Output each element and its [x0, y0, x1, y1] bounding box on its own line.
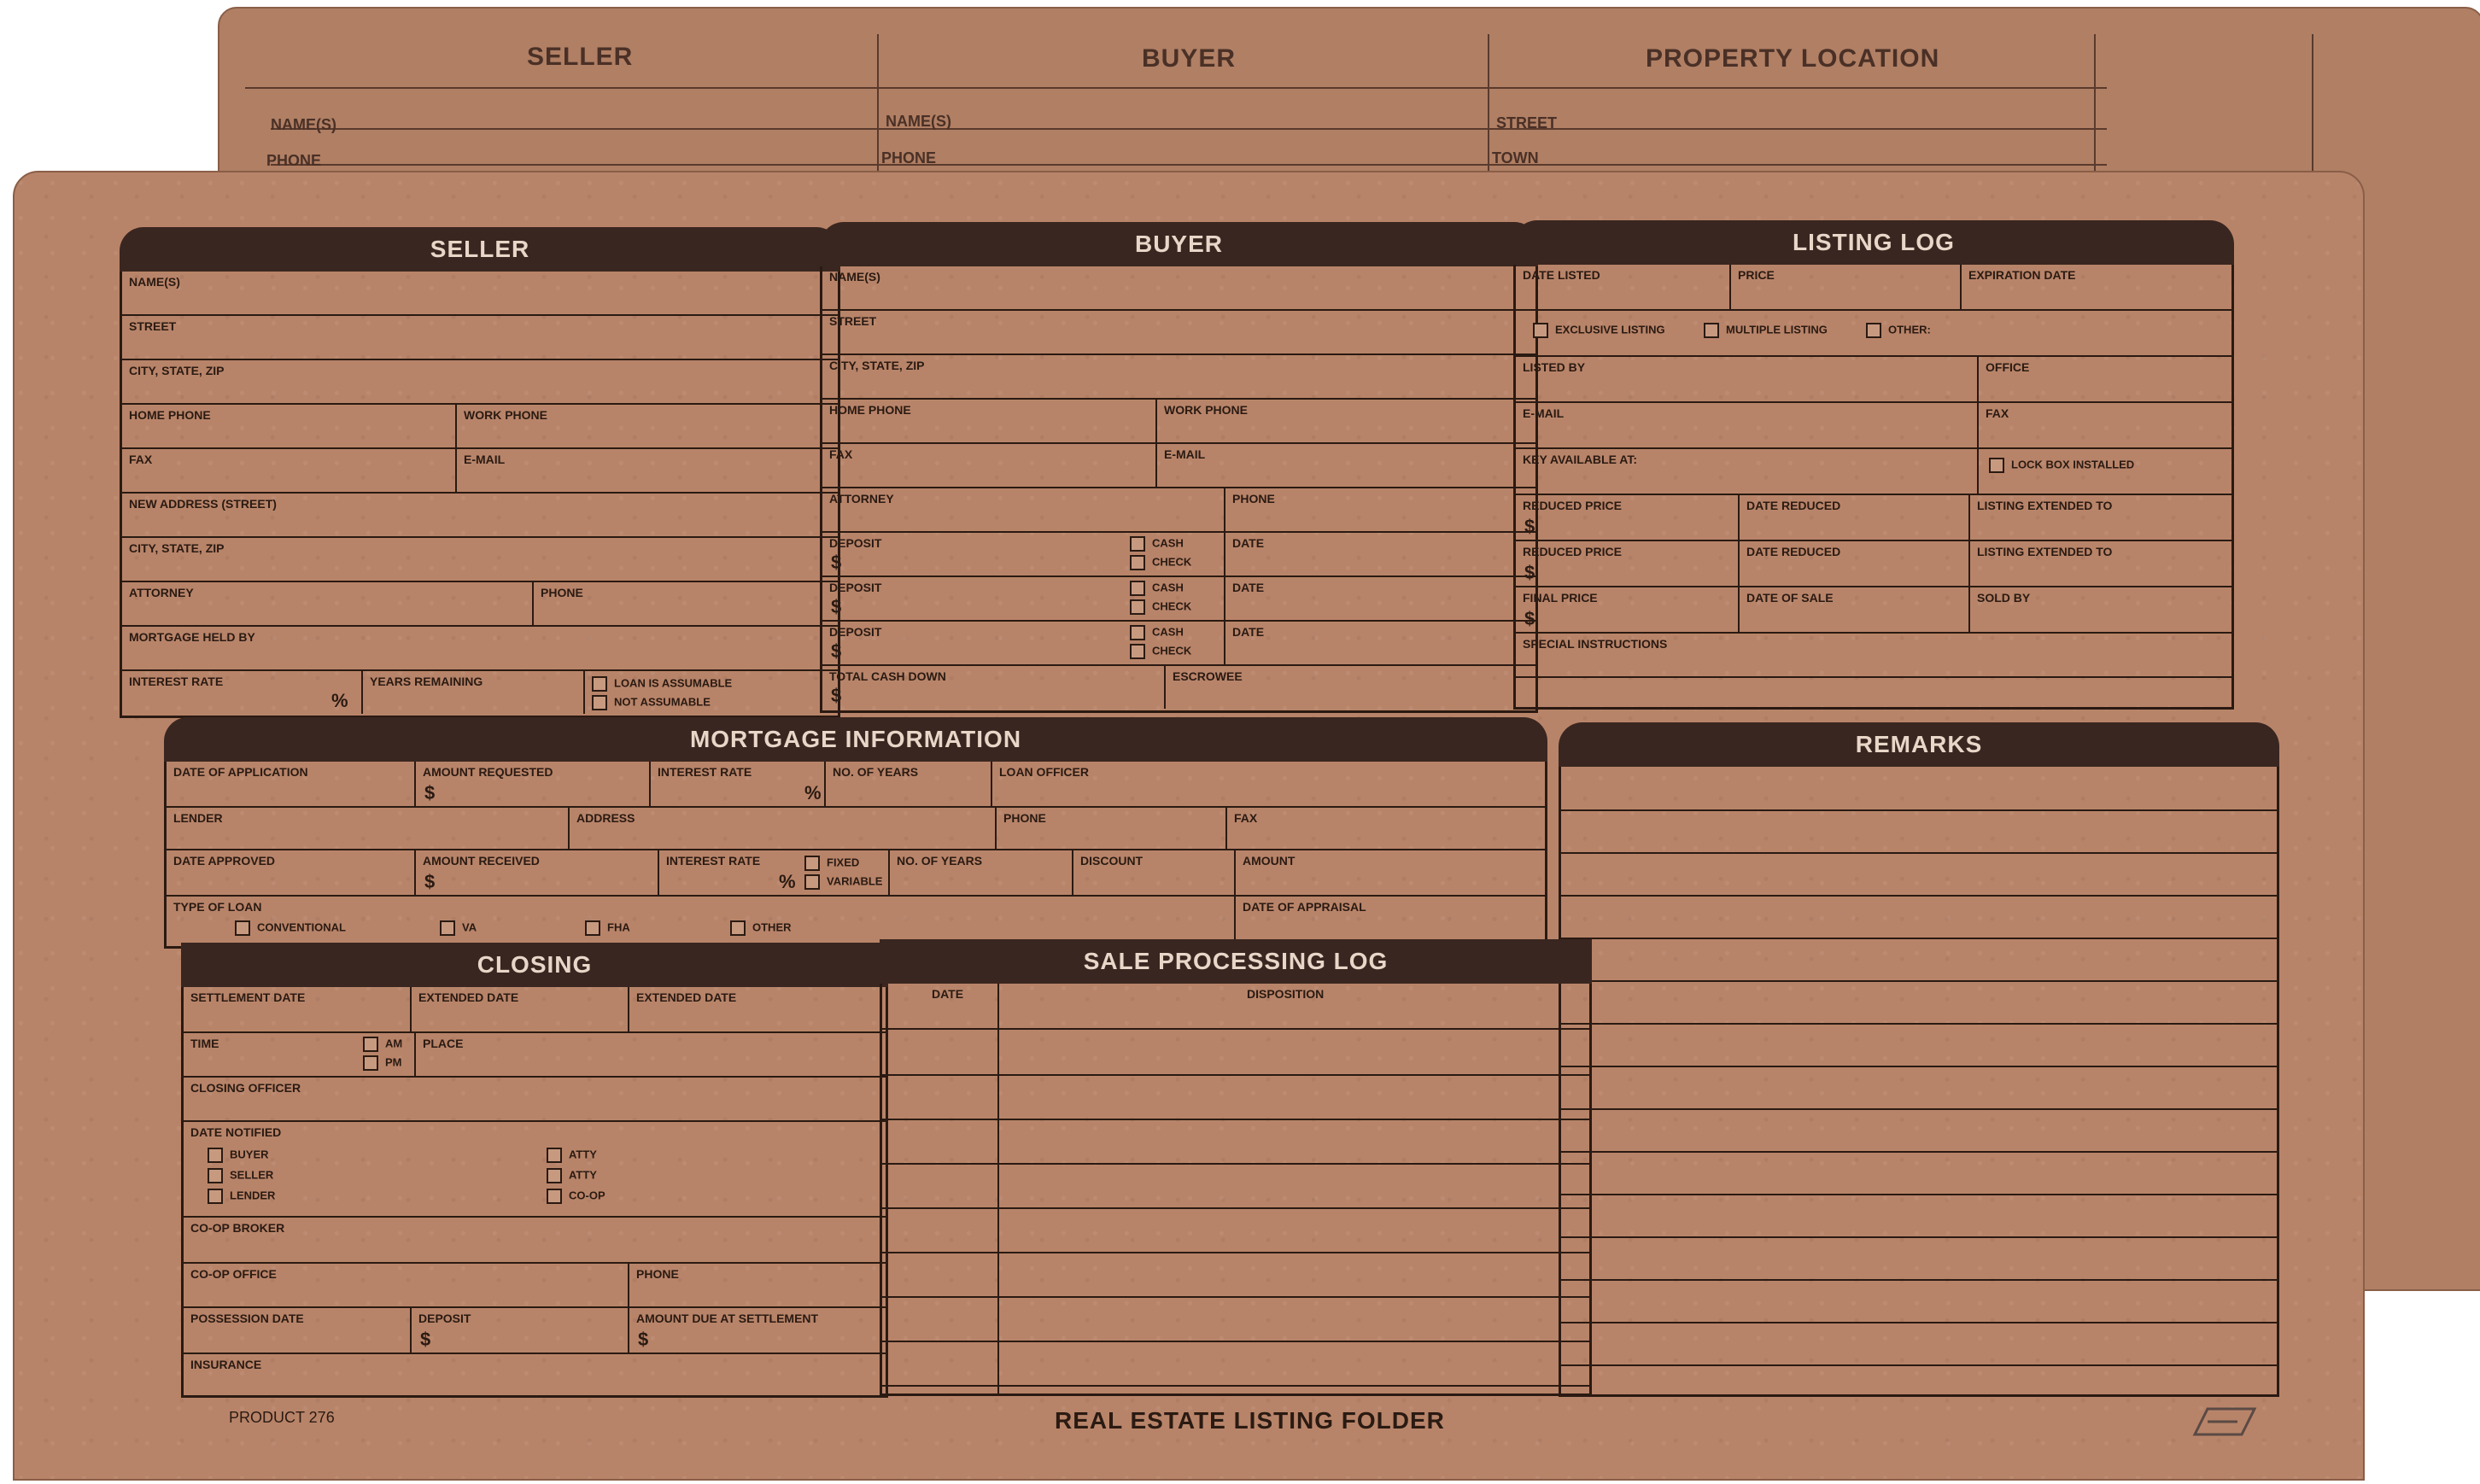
listing-extended1-label: LISTING EXTENDED TO: [1977, 499, 2113, 512]
seller-attorney-label: ATTORNEY: [129, 586, 194, 599]
date-of-sale-label: DATE OF SALE: [1746, 591, 1834, 605]
deposit2-cash-checkbox[interactable]: CASH: [1130, 581, 1184, 596]
sale-log-disposition-header: DISPOSITION: [1247, 987, 1325, 1001]
approved-interest-label: INTEREST RATE: [666, 854, 761, 868]
remarks-title: REMARKS: [1559, 722, 2279, 767]
remarks-line[interactable]: [1561, 1108, 2277, 1110]
back-label-buyer-phone: PHONE: [881, 149, 937, 167]
amount-label: AMOUNT: [1243, 854, 1296, 868]
seller-email-label: E-MAIL: [464, 453, 506, 466]
am-checkbox[interactable]: AM: [363, 1037, 402, 1052]
remarks-line[interactable]: [1561, 980, 2277, 982]
deposit1-check-checkbox[interactable]: CHECK: [1130, 555, 1191, 570]
amount-due-label: AMOUNT DUE AT SETTLEMENT: [636, 1312, 819, 1325]
buyer-deposit2-dollar: $: [831, 596, 842, 617]
remarks-line[interactable]: [1561, 1322, 2277, 1323]
buyer-deposit2-date-label: DATE: [1232, 581, 1265, 594]
back-heading-seller: SELLER: [527, 43, 634, 71]
remarks-line[interactable]: [1561, 1151, 2277, 1153]
date-of-application-label: DATE OF APPLICATION: [173, 765, 308, 779]
remarks-line[interactable]: [1561, 938, 2277, 939]
sale-log-line[interactable]: [882, 1252, 1589, 1253]
date-reduced2-label: DATE REDUCED: [1746, 545, 1841, 558]
remarks-line[interactable]: [1561, 1066, 2277, 1067]
price-label: PRICE: [1738, 268, 1775, 282]
mortgage-interest-pct: %: [804, 782, 822, 803]
no-of-years-label: NO. OF YEARS: [833, 765, 919, 779]
buyer-panel: [820, 231, 1538, 713]
loan-assumable-checkbox[interactable]: LOAN IS ASSUMABLE: [592, 676, 732, 692]
sale-log-line[interactable]: [882, 1163, 1589, 1165]
back-label-town: TOWN: [1492, 149, 1539, 167]
reduced-price2-dollar: $: [1524, 562, 1535, 583]
buyer-email-label: E-MAIL: [1164, 447, 1206, 461]
seller-new-city-label: CITY, STATE, ZIP: [129, 541, 225, 555]
buyer-deposit3-dollar: $: [831, 640, 842, 662]
approved-interest-pct: %: [779, 871, 796, 892]
seller-fax-label: FAX: [129, 453, 153, 466]
reduced-price2-label: REDUCED PRICE: [1523, 545, 1622, 558]
mortgage-fax-label: FAX: [1234, 811, 1258, 825]
final-price-label: FINAL PRICE: [1523, 591, 1598, 605]
sale-log-title: SALE PROCESSING LOG: [880, 939, 1592, 984]
buyer-deposit1-date-label: DATE: [1232, 536, 1265, 550]
remarks-line[interactable]: [1561, 1279, 2277, 1281]
listing-fax-label: FAX: [1986, 406, 2009, 420]
coop-broker-label: CO-OP BROKER: [190, 1221, 285, 1235]
insurance-label: INSURANCE: [190, 1358, 262, 1371]
back-label-street: STREET: [1496, 114, 1558, 131]
reduced-price1-label: REDUCED PRICE: [1523, 499, 1622, 512]
back-label-buyer-name: NAME(S): [886, 113, 951, 130]
amount-received-label: AMOUNT RECEIVED: [423, 854, 540, 868]
final-price-dollar: $: [1524, 608, 1535, 629]
buyer-title: BUYER: [820, 222, 1538, 266]
not-assumable-checkbox[interactable]: NOT ASSUMABLE: [592, 695, 711, 710]
buyer-name-label: NAME(S): [829, 270, 880, 283]
buyer-deposit3-date-label: DATE: [1232, 625, 1265, 639]
seller-city-label: CITY, STATE, ZIP: [129, 364, 225, 377]
seller-new-address-label: NEW ADDRESS (STREET): [129, 497, 277, 511]
remarks-line[interactable]: [1561, 809, 2277, 811]
seller-mortgage-label: MORTGAGE HELD BY: [129, 630, 255, 644]
amount-received-dollar: $: [424, 871, 436, 892]
notified-atty1-checkbox[interactable]: ATTY: [547, 1148, 597, 1163]
reduced-price1-dollar: $: [1524, 516, 1535, 537]
product-number: PRODUCT 276: [229, 1409, 335, 1426]
other-loan-checkbox[interactable]: OTHER: [730, 920, 792, 936]
deposit3-check-checkbox[interactable]: CHECK: [1130, 644, 1191, 659]
sale-log-date-header: DATE: [932, 987, 964, 1001]
office-label: OFFICE: [1986, 360, 2030, 374]
time-label: TIME: [190, 1037, 219, 1050]
seller-interest-rate-label: INTEREST RATE: [129, 675, 224, 688]
closing-phone-label: PHONE: [636, 1267, 679, 1281]
sale-log-panel: [880, 948, 1592, 1396]
sale-log-lines[interactable]: [882, 1030, 1589, 1393]
seller-title: SELLER: [120, 227, 840, 272]
buyer-total-dollar: $: [831, 685, 842, 706]
closing-deposit-dollar: $: [420, 1329, 431, 1350]
conventional-checkbox[interactable]: CONVENTIONAL: [235, 920, 346, 936]
buyer-escrowee-label: ESCROWEE: [1173, 669, 1243, 683]
buyer-total-cash-label: TOTAL CASH DOWN: [829, 669, 946, 683]
fha-checkbox[interactable]: FHA: [585, 920, 630, 936]
deposit1-cash-checkbox[interactable]: CASH: [1130, 536, 1184, 552]
seller-phone-label: PHONE: [541, 586, 583, 599]
extended-date1-label: EXTENDED DATE: [418, 990, 519, 1004]
seller-street-label: STREET: [129, 319, 177, 333]
sale-log-line[interactable]: [882, 1074, 1589, 1076]
folder-title: REAL ESTATE LISTING FOLDER: [1055, 1407, 1445, 1434]
listing-log-title: LISTING LOG: [1513, 220, 2234, 265]
settlement-date-label: SETTLEMENT DATE: [190, 990, 306, 1004]
notified-coop-checkbox[interactable]: CO-OP: [547, 1189, 605, 1204]
seller-pct: %: [331, 690, 348, 711]
deposit3-cash-checkbox[interactable]: CASH: [1130, 625, 1184, 640]
back-label-seller-phone: PHONE: [266, 152, 322, 169]
back-heading-buyer: BUYER: [1142, 44, 1237, 73]
remarks-line[interactable]: [1561, 1023, 2277, 1025]
remarks-panel: [1559, 731, 2279, 1397]
listing-extended2-label: LISTING EXTENDED TO: [1977, 545, 2113, 558]
seller-name-label: NAME(S): [129, 275, 180, 289]
notified-buyer-checkbox[interactable]: BUYER: [208, 1148, 269, 1163]
buyer-city-label: CITY, STATE, ZIP: [829, 359, 925, 372]
amount-requested-dollar: $: [424, 782, 436, 803]
seller-years-label: YEARS REMAINING: [370, 675, 483, 688]
va-checkbox[interactable]: VA: [440, 920, 477, 936]
deposit2-check-checkbox[interactable]: CHECK: [1130, 599, 1191, 615]
closing-title: CLOSING: [181, 943, 888, 987]
mortgage-title: MORTGAGE INFORMATION: [164, 717, 1547, 762]
remarks-line[interactable]: [1561, 1364, 2277, 1366]
listing-log-panel: [1513, 229, 2234, 710]
buyer-home-phone-label: HOME PHONE: [829, 403, 911, 417]
remarks-line[interactable]: [1561, 895, 2277, 897]
amount-due-dollar: $: [638, 1329, 649, 1350]
notified-atty2-checkbox[interactable]: ATTY: [547, 1168, 597, 1183]
buyer-deposit1-label: DEPOSIT: [829, 536, 882, 550]
address-label: ADDRESS: [576, 811, 635, 825]
back-heading-property: PROPERTY LOCATION: [1646, 44, 1940, 73]
remarks-line[interactable]: [1561, 1236, 2277, 1238]
sale-log-line[interactable]: [882, 1341, 1589, 1342]
fixed-checkbox[interactable]: FIXED: [804, 856, 859, 871]
remarks-line[interactable]: [1561, 1194, 2277, 1195]
sale-log-line[interactable]: [882, 1207, 1589, 1209]
remarks-lines[interactable]: [1561, 767, 2277, 1394]
closing-panel: [181, 951, 888, 1398]
closing-officer-label: CLOSING OFFICER: [190, 1081, 301, 1095]
expiration-date-label: EXPIRATION DATE: [1968, 268, 2076, 282]
notified-lender-checkbox[interactable]: LENDER: [208, 1189, 275, 1204]
sold-by-label: SOLD BY: [1977, 591, 2031, 605]
lender-label: LENDER: [173, 811, 223, 825]
closing-deposit-label: DEPOSIT: [418, 1312, 471, 1325]
buyer-deposit1-dollar: $: [831, 552, 842, 573]
remarks-line[interactable]: [1561, 852, 2277, 854]
exclusive-listing-checkbox[interactable]: EXCLUSIVE LISTING: [1533, 323, 1665, 338]
date-reduced1-label: DATE REDUCED: [1746, 499, 1841, 512]
date-notified-label: DATE NOTIFIED: [190, 1125, 282, 1139]
coop-office-label: CO-OP OFFICE: [190, 1267, 277, 1281]
multiple-listing-checkbox[interactable]: MULTIPLE LISTING: [1704, 323, 1828, 338]
sale-log-line[interactable]: [882, 1119, 1589, 1120]
listing-email-label: E-MAIL: [1523, 406, 1565, 420]
seller-panel: [120, 236, 840, 718]
type-of-loan-label: TYPE OF LOAN: [173, 900, 262, 914]
other-listing-checkbox[interactable]: OTHER:: [1866, 323, 1931, 338]
pm-checkbox[interactable]: PM: [363, 1055, 402, 1071]
date-of-appraisal-label: DATE OF APPRAISAL: [1243, 900, 1366, 914]
date-approved-label: DATE APPROVED: [173, 854, 276, 868]
buyer-deposit2-label: DEPOSIT: [829, 581, 882, 594]
seller-work-phone-label: WORK PHONE: [464, 408, 547, 422]
back-label-seller-name: NAME(S): [271, 116, 336, 133]
sale-log-line[interactable]: [882, 1385, 1589, 1387]
buyer-street-label: STREET: [829, 314, 877, 328]
mortgage-phone-label: PHONE: [1003, 811, 1046, 825]
brand-logo-icon: [2190, 1400, 2259, 1443]
loan-officer-label: LOAN OFFICER: [999, 765, 1089, 779]
extended-date2-label: EXTENDED DATE: [636, 990, 737, 1004]
listed-by-label: LISTED BY: [1523, 360, 1586, 374]
possession-date-label: POSSESSION DATE: [190, 1312, 304, 1325]
date-listed-label: DATE LISTED: [1523, 268, 1600, 282]
approved-years-label: NO. OF YEARS: [897, 854, 983, 868]
amount-requested-label: AMOUNT REQUESTED: [423, 765, 553, 779]
buyer-deposit3-label: DEPOSIT: [829, 625, 882, 639]
special-instructions-label: SPECIAL INSTRUCTIONS: [1523, 637, 1668, 651]
key-available-label: KEY AVAILABLE AT:: [1523, 453, 1638, 466]
discount-label: DISCOUNT: [1080, 854, 1143, 868]
place-label: PLACE: [423, 1037, 464, 1050]
buyer-fax-label: FAX: [829, 447, 853, 461]
mortgage-interest-label: INTEREST RATE: [658, 765, 752, 779]
variable-checkbox[interactable]: VARIABLE: [804, 874, 882, 890]
seller-home-phone-label: HOME PHONE: [129, 408, 211, 422]
notified-seller-checkbox[interactable]: SELLER: [208, 1168, 273, 1183]
buyer-work-phone-label: WORK PHONE: [1164, 403, 1248, 417]
mortgage-panel: [164, 726, 1547, 949]
buyer-attorney-label: ATTORNEY: [829, 492, 894, 505]
sale-log-line[interactable]: [882, 1296, 1589, 1298]
lock-box-checkbox[interactable]: LOCK BOX INSTALLED: [1989, 458, 2134, 473]
buyer-phone-label: PHONE: [1232, 492, 1275, 505]
